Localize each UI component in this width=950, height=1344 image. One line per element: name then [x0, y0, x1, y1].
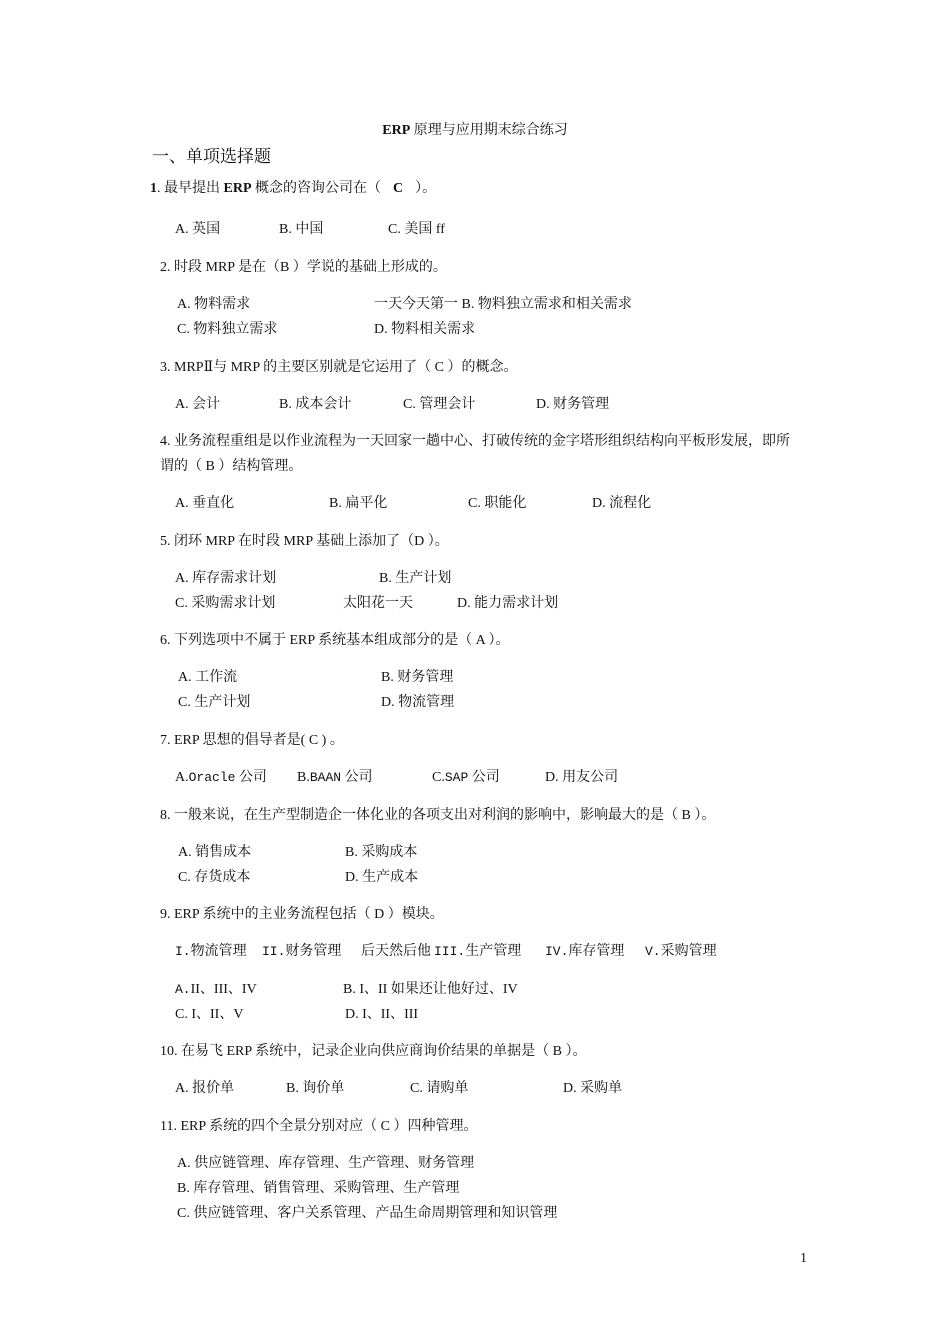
q9-item-4-num: IV.	[545, 944, 569, 959]
title-bold: ERP	[382, 123, 411, 138]
q1-option-c: C. 美国 ff	[388, 222, 445, 237]
q3-option-c: C. 管理会计	[403, 397, 476, 412]
q7-b-suffix: 公司	[341, 770, 373, 785]
section-heading: 一、单项选择题	[152, 147, 271, 166]
q9-a-text: II、III、IV	[190, 982, 257, 997]
q7-option-c	[432, 769, 500, 787]
q8-option-d: D. 生产成本	[345, 870, 419, 885]
q9-option-c: C. I、II、V	[175, 1007, 244, 1022]
q1-option-a: A. 英国	[175, 222, 221, 237]
q7-c-suffix: 公司	[468, 770, 500, 785]
question-7: 7. ERP 思想的倡导者是( C ) 。	[160, 733, 344, 748]
q6-option-b: B. 财务管理	[381, 670, 454, 685]
question-9: 9. ERP 系统中的主业务流程包括（ D ）模块。	[160, 907, 444, 922]
question-1	[150, 180, 436, 198]
page-title	[0, 122, 950, 140]
q9-item-2-text: 财务管理	[285, 944, 342, 959]
q5-inserted-text: 太阳花一天	[343, 596, 413, 611]
q1-bold: ERP	[223, 181, 252, 196]
q6-option-a: A. 工作流	[178, 670, 238, 685]
q1-end: ）。	[415, 181, 437, 196]
q10-option-b: B. 询价单	[286, 1081, 345, 1096]
q6-option-d: D. 物流管理	[381, 695, 455, 710]
q5-option-b: B. 生产计划	[379, 571, 452, 586]
q9-inserted-text: 后天然后他	[361, 944, 431, 959]
q10-option-c: C. 请购单	[410, 1081, 469, 1096]
q7-option-d: D. 用友公司	[545, 770, 619, 785]
q2-option-a: A. 物料需求	[177, 297, 251, 312]
q2-option-d: D. 物料相关需求	[374, 322, 476, 337]
q9-item-3-num: III.	[434, 944, 466, 959]
q3-option-b: B. 成本会计	[279, 397, 352, 412]
q1-number: 1	[150, 181, 157, 196]
question-2: 2. 时段 MRP 是在（B ）学说的基础上形成的。	[160, 260, 447, 275]
q7-b-label: B.	[297, 770, 310, 785]
q2-option-b: 一天今天第一 B. 物料独立需求和相关需求	[374, 297, 632, 312]
q1-answer: C	[393, 181, 404, 196]
question-5: 5. 闭环 MRP 在时段 MRP 基础上添加了（D ）。	[160, 534, 449, 549]
q10-option-a: A. 报价单	[175, 1081, 235, 1096]
q5-option-c: C. 采购需求计划	[175, 596, 276, 611]
q9-item-5-text: 采购管理	[660, 944, 717, 959]
q9-item-1	[175, 943, 247, 961]
q7-a-suffix: 公司	[235, 770, 267, 785]
q8-option-a: A. 销售成本	[178, 845, 252, 860]
q10-option-d: D. 采购单	[563, 1081, 623, 1096]
q5-option-a: A. 库存需求计划	[175, 571, 277, 586]
q9-option-a	[175, 981, 257, 999]
q7-b-company: BAAN	[309, 770, 342, 785]
q1-pre: . 最早提出	[157, 181, 224, 196]
q9-item-4-text: 库存管理	[568, 944, 625, 959]
question-3: 3. MRPⅡ与 MRP 的主要区别就是它运用了（ C ）的概念。	[160, 360, 518, 375]
page-number: 1	[800, 1251, 807, 1266]
q4-option-b: B. 扁平化	[329, 496, 388, 511]
q7-a-label: A.	[175, 770, 189, 785]
q7-c-company: SAP	[444, 770, 469, 785]
q9-a-label: A.	[175, 982, 191, 997]
q2-option-c: C. 物料独立需求	[177, 322, 278, 337]
q9-option-d: D. I、II、III	[345, 1007, 419, 1022]
q9-item-4	[545, 943, 624, 961]
q7-a-company: Oracle	[188, 770, 236, 785]
title-rest: 原理与应用期末综合练习	[410, 123, 568, 138]
q5-option-d: D. 能力需求计划	[457, 596, 559, 611]
question-8: 8. 一般来说，在生产型制造企一体化业的各项支出对利润的影响中，影响最大的是（ B ）。	[160, 808, 716, 823]
q11-option-b: B. 库存管理、销售管理、采购管理、生产管理	[177, 1181, 460, 1196]
q4-option-c: C. 职能化	[468, 496, 527, 511]
question-4-line-2: 谓的（ B ）结构管理。	[160, 459, 303, 474]
q9-item-3	[434, 943, 521, 961]
q9-item-2	[262, 943, 341, 961]
q8-option-b: B. 采购成本	[345, 845, 418, 860]
question-10: 10. 在易飞 ERP 系统中，记录企业向供应商询价结果的单据是（ B ）。	[160, 1044, 587, 1059]
q3-option-a: A. 会计	[175, 397, 221, 412]
q7-option-b	[297, 769, 373, 787]
q7-c-label: C.	[432, 770, 445, 785]
question-4-line-1: 4. 业务流程重组是以作业流程为一天回家一趟中心、打破传统的金字塔形组织结构向平板形发展，即所	[160, 434, 790, 449]
q9-item-2-num: II.	[262, 944, 286, 959]
q9-option-b: B. I、II 如果还让他好过、IV	[343, 982, 518, 997]
q3-option-d: D. 财务管理	[536, 397, 610, 412]
q7-option-a	[175, 769, 267, 787]
question-11: 11. ERP 系统的四个全景分别对应（ C ）四种管理。	[160, 1119, 478, 1134]
q9-item-1-text: 物流管理	[190, 944, 247, 959]
q11-option-c: C. 供应链管理、客户关系管理、产品生命周期管理和知识管理	[177, 1206, 558, 1221]
q11-option-a: A. 供应链管理、库存管理、生产管理、财务管理	[177, 1156, 475, 1171]
q1-option-b: B. 中国	[279, 222, 324, 237]
q8-option-c: C. 存货成本	[178, 870, 251, 885]
q9-item-5-num: V.	[645, 944, 661, 959]
q9-item-3-text: 生产管理	[465, 944, 522, 959]
q6-option-c: C. 生产计划	[178, 695, 251, 710]
q4-option-d: D. 流程化	[592, 496, 652, 511]
q1-post: 概念的咨询公司在（	[251, 181, 381, 196]
q9-item-1-num: I.	[175, 944, 191, 959]
q9-item-5	[645, 943, 717, 961]
q4-option-a: A. 垂直化	[175, 496, 235, 511]
question-6: 6. 下列选项中不属于 ERP 系统基本组成部分的是（ A ）。	[160, 633, 510, 648]
